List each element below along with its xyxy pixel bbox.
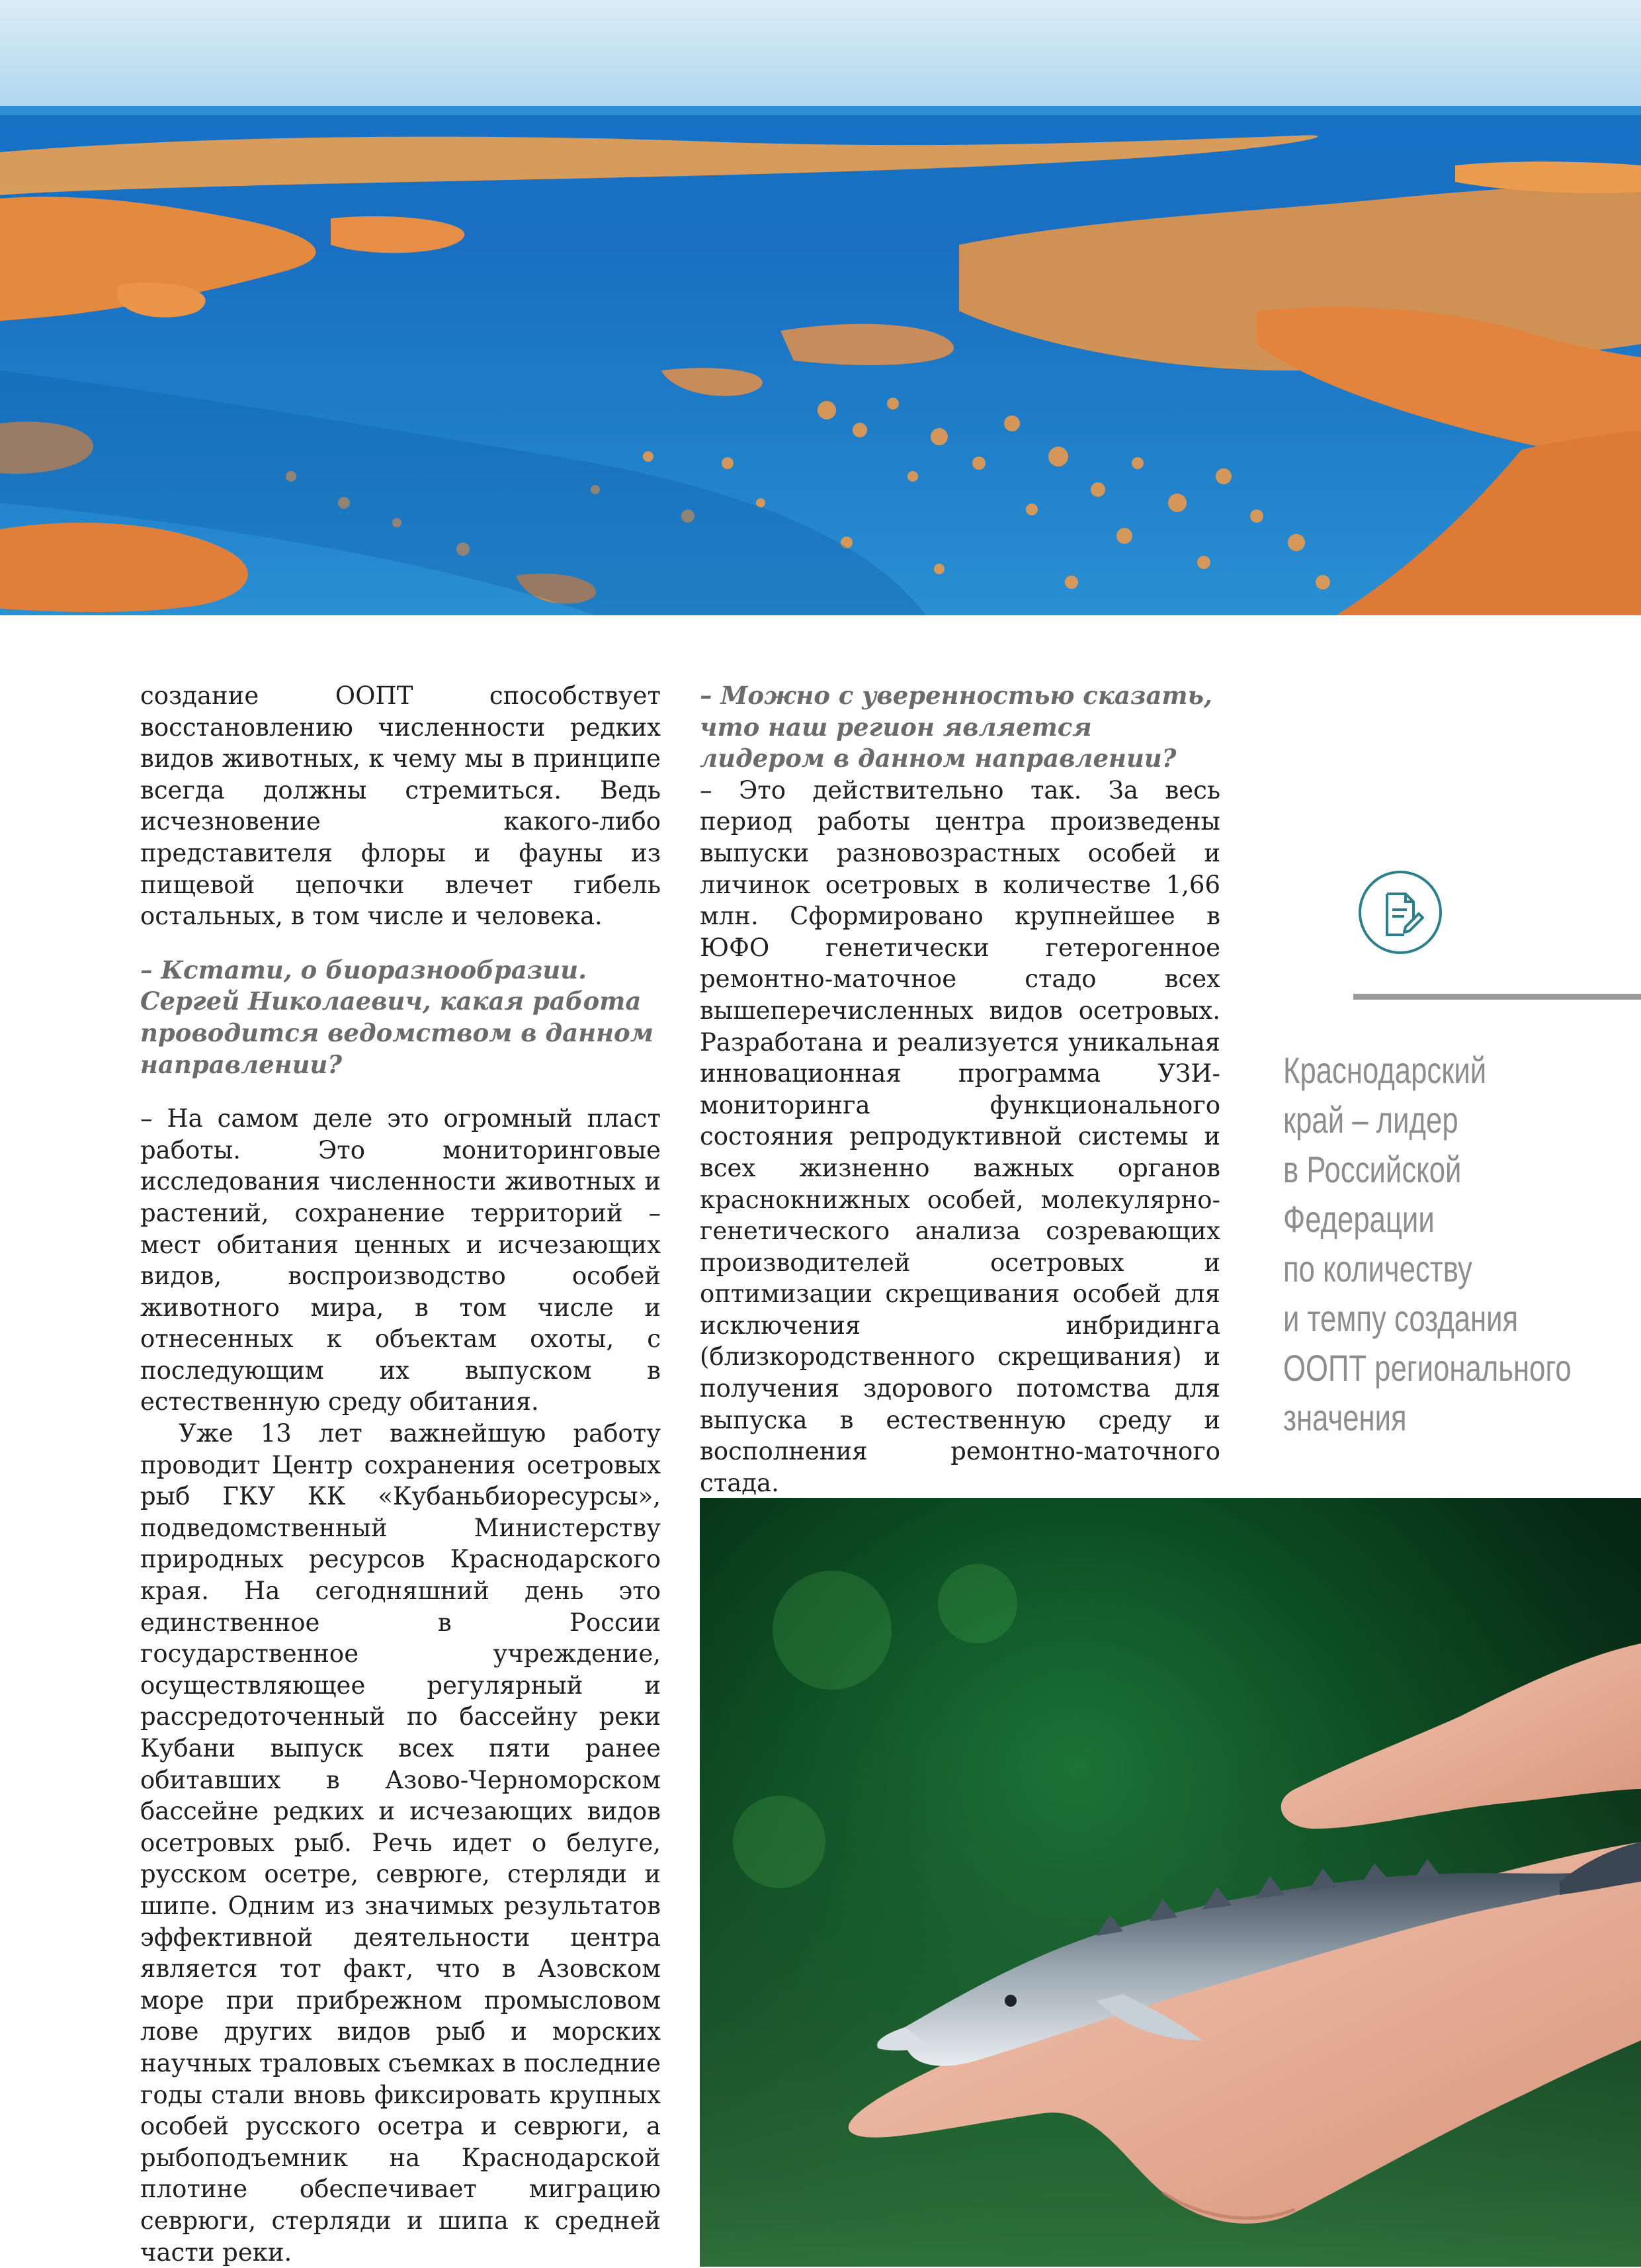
article-column-right	[700, 680, 1220, 1499]
pull-quote-line: в Российской	[1283, 1149, 1462, 1190]
paragraph-answer-monitoring: – На самом деле это огромный пласт работы. Это мониторинговые исследования численности животных и растений, сохранение территорий – мест обитания ценных и исчезающих видов, воспроизводство особей животного мира, в том числе и отнесенных к объектам охоты, с последующим их выпуском в естественную среду обитания.	[140, 1104, 661, 1417]
pull-quote-line: Федерации	[1283, 1198, 1435, 1240]
interview-question-leader: – Можно с уверенностью сказать, что наш регион является лидером в данном направлении?	[700, 681, 1212, 773]
sturgeon-illustration	[700, 1498, 1641, 2267]
interview-question-biodiversity: – Кстати, о биоразнообразии. Сергей Николаевич, какая работа проводится ведомством в данном направлении?	[140, 955, 653, 1079]
wetland-illustration	[0, 0, 1641, 615]
paragraph-answer-results: – Это действительно так. За весь период работы центра произведены выпуски разновозрастных особей и личинок осетровых в количестве 1,66 млн. Сформировано крупнейшее в ЮФО генетически гетерогенное ремонтно-маточное стадо всех вышеперечисленных видов осетровых. Разработана и реализуется уникальная инновационная программа УЗИ-мониторинга функционального состояния репродуктивной системы и всех жизненно важных органов краснокнижных особей, молекулярно-генетического анализа созревающих производителей осетровых и оптимизации скрещивания особей для исключения инбридинга (близкородственного скрещивания) и получения здорового потомства для выпуска в естественную среду и восполнения ремонтно-маточного стада.	[700, 775, 1220, 1497]
article-column-left	[140, 680, 661, 2268]
pull-quote-line: значения	[1283, 1397, 1407, 1438]
pull-quote-line: ООПТ регионального	[1283, 1347, 1572, 1389]
document-pen-icon	[1382, 891, 1424, 939]
pull-quote-line: по количеству	[1283, 1248, 1472, 1289]
hero-wetland-photo	[0, 0, 1641, 615]
pull-quote-line: край – лидер	[1283, 1099, 1458, 1141]
paragraph-sturgeon-center: Уже 13 лет важнейшую работу проводит Центр сохранения осетровых рыб ГКУ КК «Кубаньбиоресурсы», подведомственный Министерству природных ресурсов Краснодарского края. На сегодняшний день это единственное в России государственное учреждение, осуществляющее регулярный и рассредоточенный по бассейну реки Кубани выпуск всех пяти ранее обитавших в Азово-Черноморском бассейне редких и исчезающих видов осетровых рыб. Речь идет о белуге, русском осетре, севрюге, стерляди и шипе. Одним из значимых результатов эффективной деятельности центра является тот факт, что в Азовском море при прибрежном промысловом лове других видов рыб и морских научных траловых съемках в последние годы стали вновь фиксировать крупных особей русского осетра и севрюги, а рыбоподъемник на Краснодарской плотине обеспечивает миграцию севрюги, стерляди и шипа к средней части реки.	[140, 1419, 661, 2267]
paragraph-intro: создание ООПТ способствует восстановлению численности редких видов животных, к чему мы в принципе всегда должны стремиться. Ведь исчезновение какого-либо представителя флоры и фауны из пищевой цепочки влечет гибель остальных, в том числе и человека.	[140, 681, 661, 931]
sturgeon-in-hands-photo	[700, 1498, 1641, 2267]
callout-divider	[1353, 994, 1641, 1000]
pull-quote-line: и темпу создания	[1283, 1297, 1519, 1339]
pull-quote-line: Краснодарский	[1283, 1049, 1487, 1091]
sidebar-pull-quote	[1283, 1045, 1614, 1442]
callout-icon-badge	[1359, 871, 1442, 954]
